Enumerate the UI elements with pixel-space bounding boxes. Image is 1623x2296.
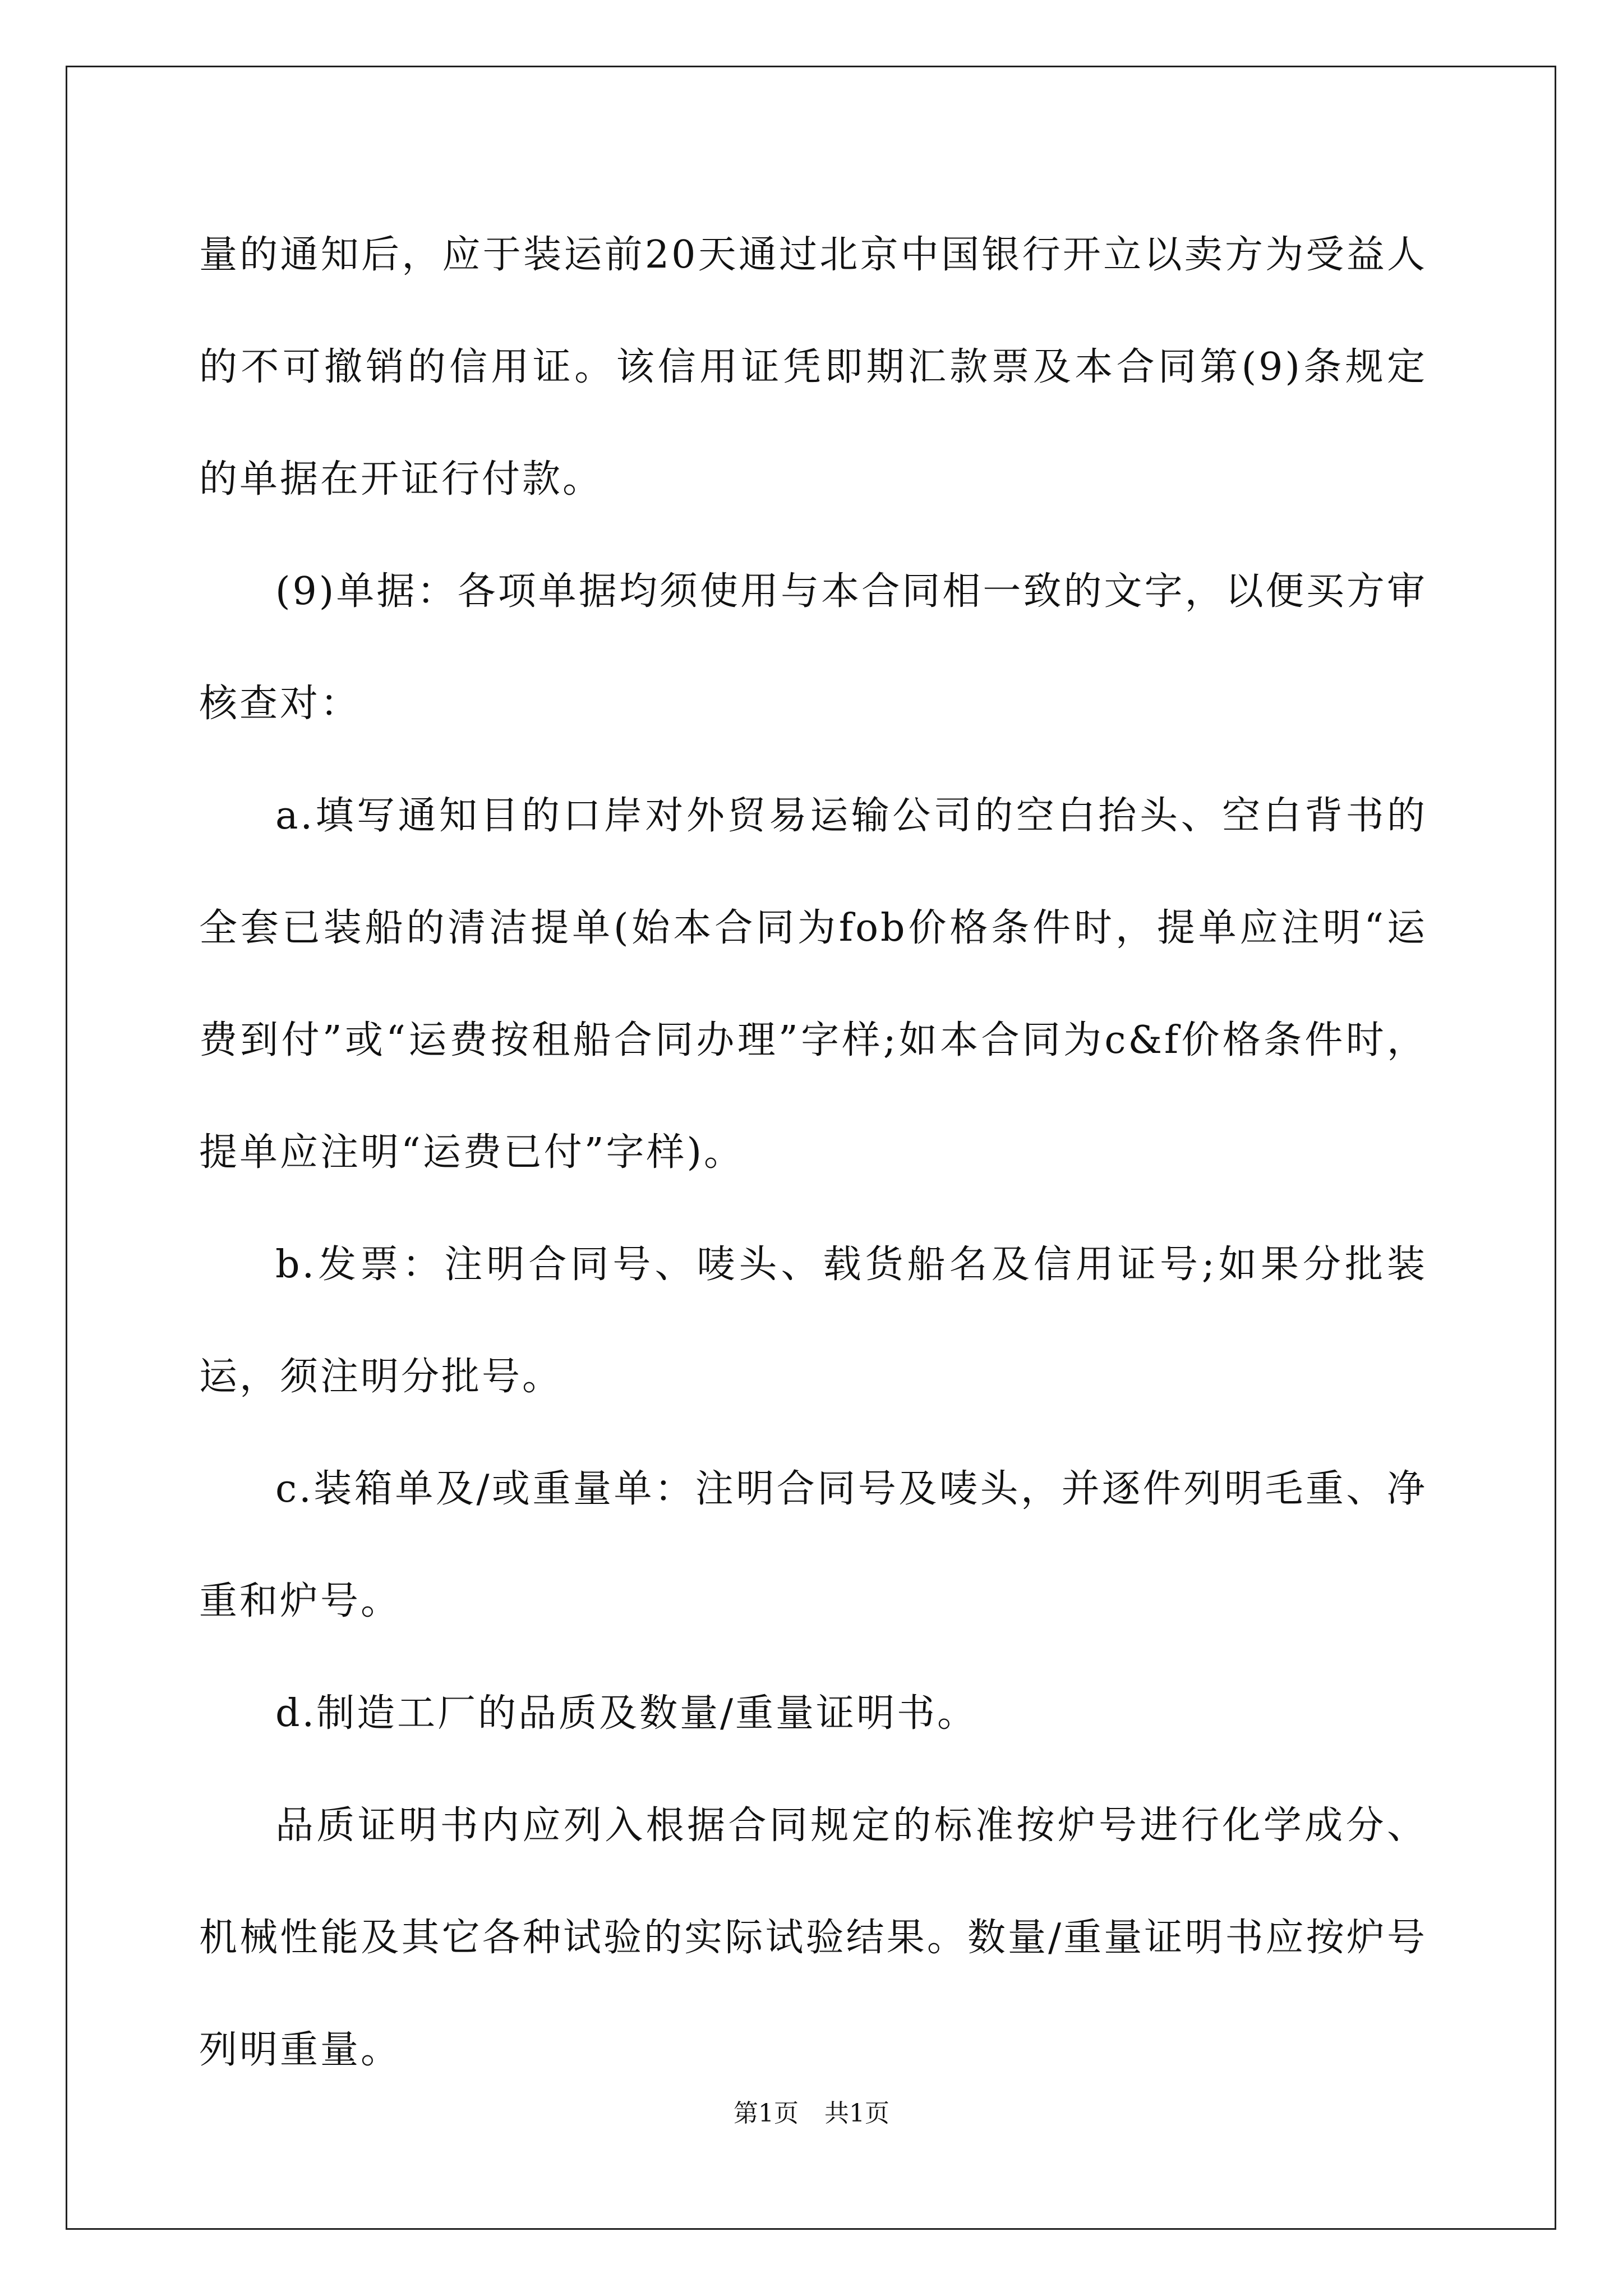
document-body (199, 199, 1427, 2106)
page-number-total: 共1页 (824, 2099, 889, 2128)
paragraph-packing-list: c.装箱单及/或重量单：注明合同号及唛头，并逐件列明毛重、净重和炉号。 (199, 1467, 1427, 1623)
page-number-current: 第1页 (734, 2099, 799, 2128)
paragraph-bill-of-lading: a.填写通知目的口岸对外贸易运输公司的空白抬头、空白背书的全套已装船的清洁提单(始本合同为fob价格条件时，提单应注明“运费到付”或“运费按租船合同办理”字样;如本合同为c&f价格条件时，提单应注明“运费已付”字样)。 (199, 794, 1427, 1175)
paragraph-payment-terms: 量的通知后，应于装运前20天通过北京中国银行开立以卖方为受益人的不可撤销的信用证。该信用证凭即期汇款票及本合同第(9)条规定的单据在开证行付款。 (199, 233, 1427, 501)
paragraph-certificate-contents: 品质证明书内应列入根据合同规定的标准按炉号进行化学成分、机械性能及其它各种试验的实际试验结果。数量/重量证明书应按炉号列明重量。 (199, 1803, 1427, 2072)
paragraph-documents-heading: (9)单据：各项单据均须使用与本合同相一致的文字，以便买方审核查对： (199, 569, 1427, 726)
paragraph-invoice: b.发票：注明合同号、唛头、载货船名及信用证号;如果分批装运，须注明分批号。 (199, 1243, 1427, 1399)
paragraph-quality-certificate: d.制造工厂的品质及数量/重量证明书。 (275, 1691, 978, 1736)
page-footer (0, 2097, 1623, 2131)
